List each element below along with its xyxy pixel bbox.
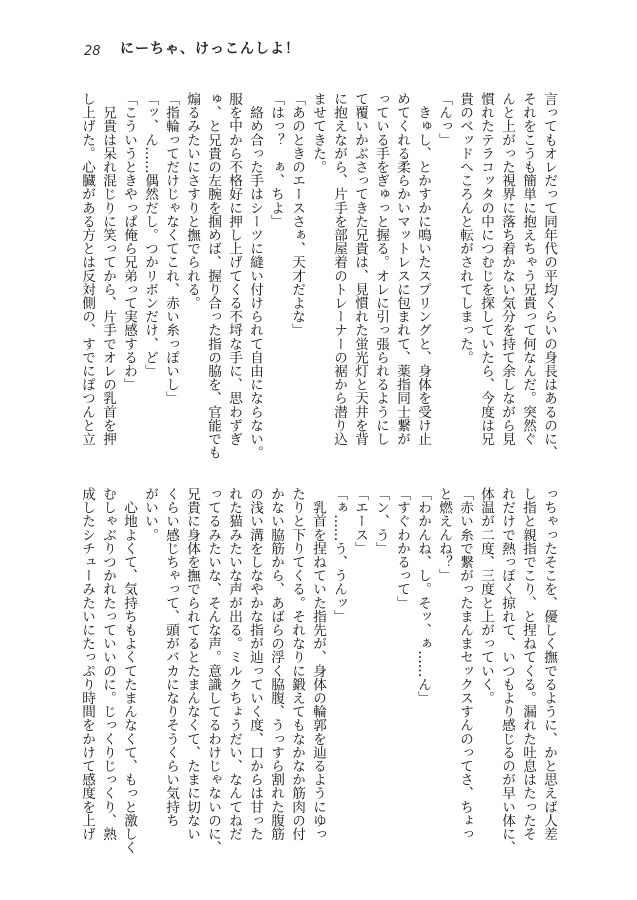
text-line: 「わかんね、し。そッ、ぁ……ん」: [415, 487, 431, 705]
text-line: 成したシチューみたいにたっぷり時間をかけて感度を上げ: [79, 487, 95, 841]
text-line: 「赤い糸で繋がったまんまセックスすんのってさ、ちょっ: [457, 487, 473, 841]
text-line: 煽るみたいにさすりと撫でられる。: [184, 92, 200, 310]
lower-text-block: [79, 487, 559, 855]
page-number: 28: [84, 44, 101, 59]
text-line: きゅし、とかすかに鳴いたスプリングと、身体を受け止: [415, 92, 431, 446]
text-line: くらい感じちゃって、頭がバカになりそうくらい気持ち: [163, 487, 179, 827]
text-line: し指と親指でこり、と捏ねてくる。漏れた吐息はたったそ: [520, 487, 536, 841]
upper-text-block: [79, 92, 559, 460]
text-line: 心地よくて、気持ちもよくてたまんなくて、もっと激しく: [121, 487, 137, 855]
text-line: 貴のベッドへころんと転がされてしまった。: [457, 92, 473, 364]
text-line: っちゃったそこを、優しく撫でるように、かと思えば人差: [541, 487, 557, 841]
text-line: 服を中から不格好に押し上げてくる不埒な手に、思わずぎ: [226, 92, 242, 446]
text-line: て覆いかぶさってきた兄貴は、見慣れた蛍光灯と天井を背: [352, 92, 368, 446]
running-title: にーちゃ、けっこんしよ！: [120, 41, 300, 57]
text-line: 「すぐわかるって」: [394, 487, 410, 610]
text-line: 絡め合った手はシーツに縫い付けられて自由にならない。: [247, 92, 263, 460]
text-line: れだけで熱っぽく掠れて、いつもより感じるのが早い体に、: [499, 487, 515, 855]
text-line: ませてきた。: [310, 92, 326, 174]
text-line: 「ッ、ん……偶然だし。つかリボンだけ、ど」: [142, 92, 158, 378]
text-line: めてくれる柔らかいマットレスに包まれて、薬指同士繋が: [394, 92, 410, 446]
text-line: に抱えながら、片手を部屋着のトレーナーの裾から潜り込: [331, 92, 347, 446]
text-line: ゅ、と兄貴の左腕を掴めば、握り合った指の脇を、官能でも: [205, 92, 221, 460]
text-line: 「ぁ……う、うんッ」: [331, 487, 347, 623]
text-line: むしゃぶりつかれたっていいのに。じっくりじっくり、熟: [100, 487, 116, 841]
text-line: 兄貴は呆れ混じりに笑ってから、片手でオレの乳首を押: [100, 92, 116, 446]
text-line: 「こういうときやっぱ俺ら兄弟って実感するわ」: [121, 92, 137, 392]
text-line: それをこうも簡単に抱えちゃう兄貴って何なんだ。突然ぐ: [520, 92, 536, 446]
text-line: んと上がった視界に落ち着かない気分を持て余しながら見: [499, 92, 515, 446]
text-line: かない脇筋から、あばらの浮く脇腹、うっすら割れた腹筋: [268, 487, 284, 841]
text-line: たりと下りてくる。それなりに鍛えてもなかなか筋肉の付: [289, 487, 305, 841]
text-line: 「ン、う」: [373, 487, 389, 555]
text-line: 「あのときのエースさぁ、天才だよな」: [289, 92, 305, 337]
text-line: 乳首を捏ねていた指先が、身体の輪郭を辿るようにゆっ: [310, 487, 326, 841]
text-line: と燃えんね？」: [436, 487, 452, 583]
text-line: 「エース」: [352, 487, 368, 555]
text-line: 兄貴に身体を撫でられてるとたまんなくて、たまに切ない: [184, 487, 200, 841]
text-line: 「指輪ってだけじゃなくてこれ、赤い糸っぽいし」: [163, 92, 179, 405]
text-line: の浅い溝をしなやかな指が辿っていく度、口からは甘った: [247, 487, 263, 841]
text-line: っている手をぎゅっと握る。オレに引っ張られるようにし: [373, 92, 389, 446]
text-line: し上げた。心臓がある方とは反対側の、すでにぽつんと立: [79, 92, 95, 446]
text-line: れた猫みたいな声が出る。ミルクちょうだい、なんてねだ: [226, 487, 242, 841]
text-line: ってるみたいな、そんな声。意識してるわけじゃないのに、: [205, 487, 221, 855]
text-line: 慣れたテラコッタの中につむじを探していたら、今度は兄: [478, 92, 494, 446]
text-line: 「んっ」: [436, 92, 452, 147]
text-line: 体温が二度、三度と上がっていく。: [478, 487, 494, 705]
text-line: 「はっ？ ぁ、ちよ」: [268, 92, 284, 228]
text-line: がいい。: [142, 487, 158, 542]
text-line: 言ってもオレだって同年代の平均くらいの身長はあるのに、: [541, 92, 557, 460]
